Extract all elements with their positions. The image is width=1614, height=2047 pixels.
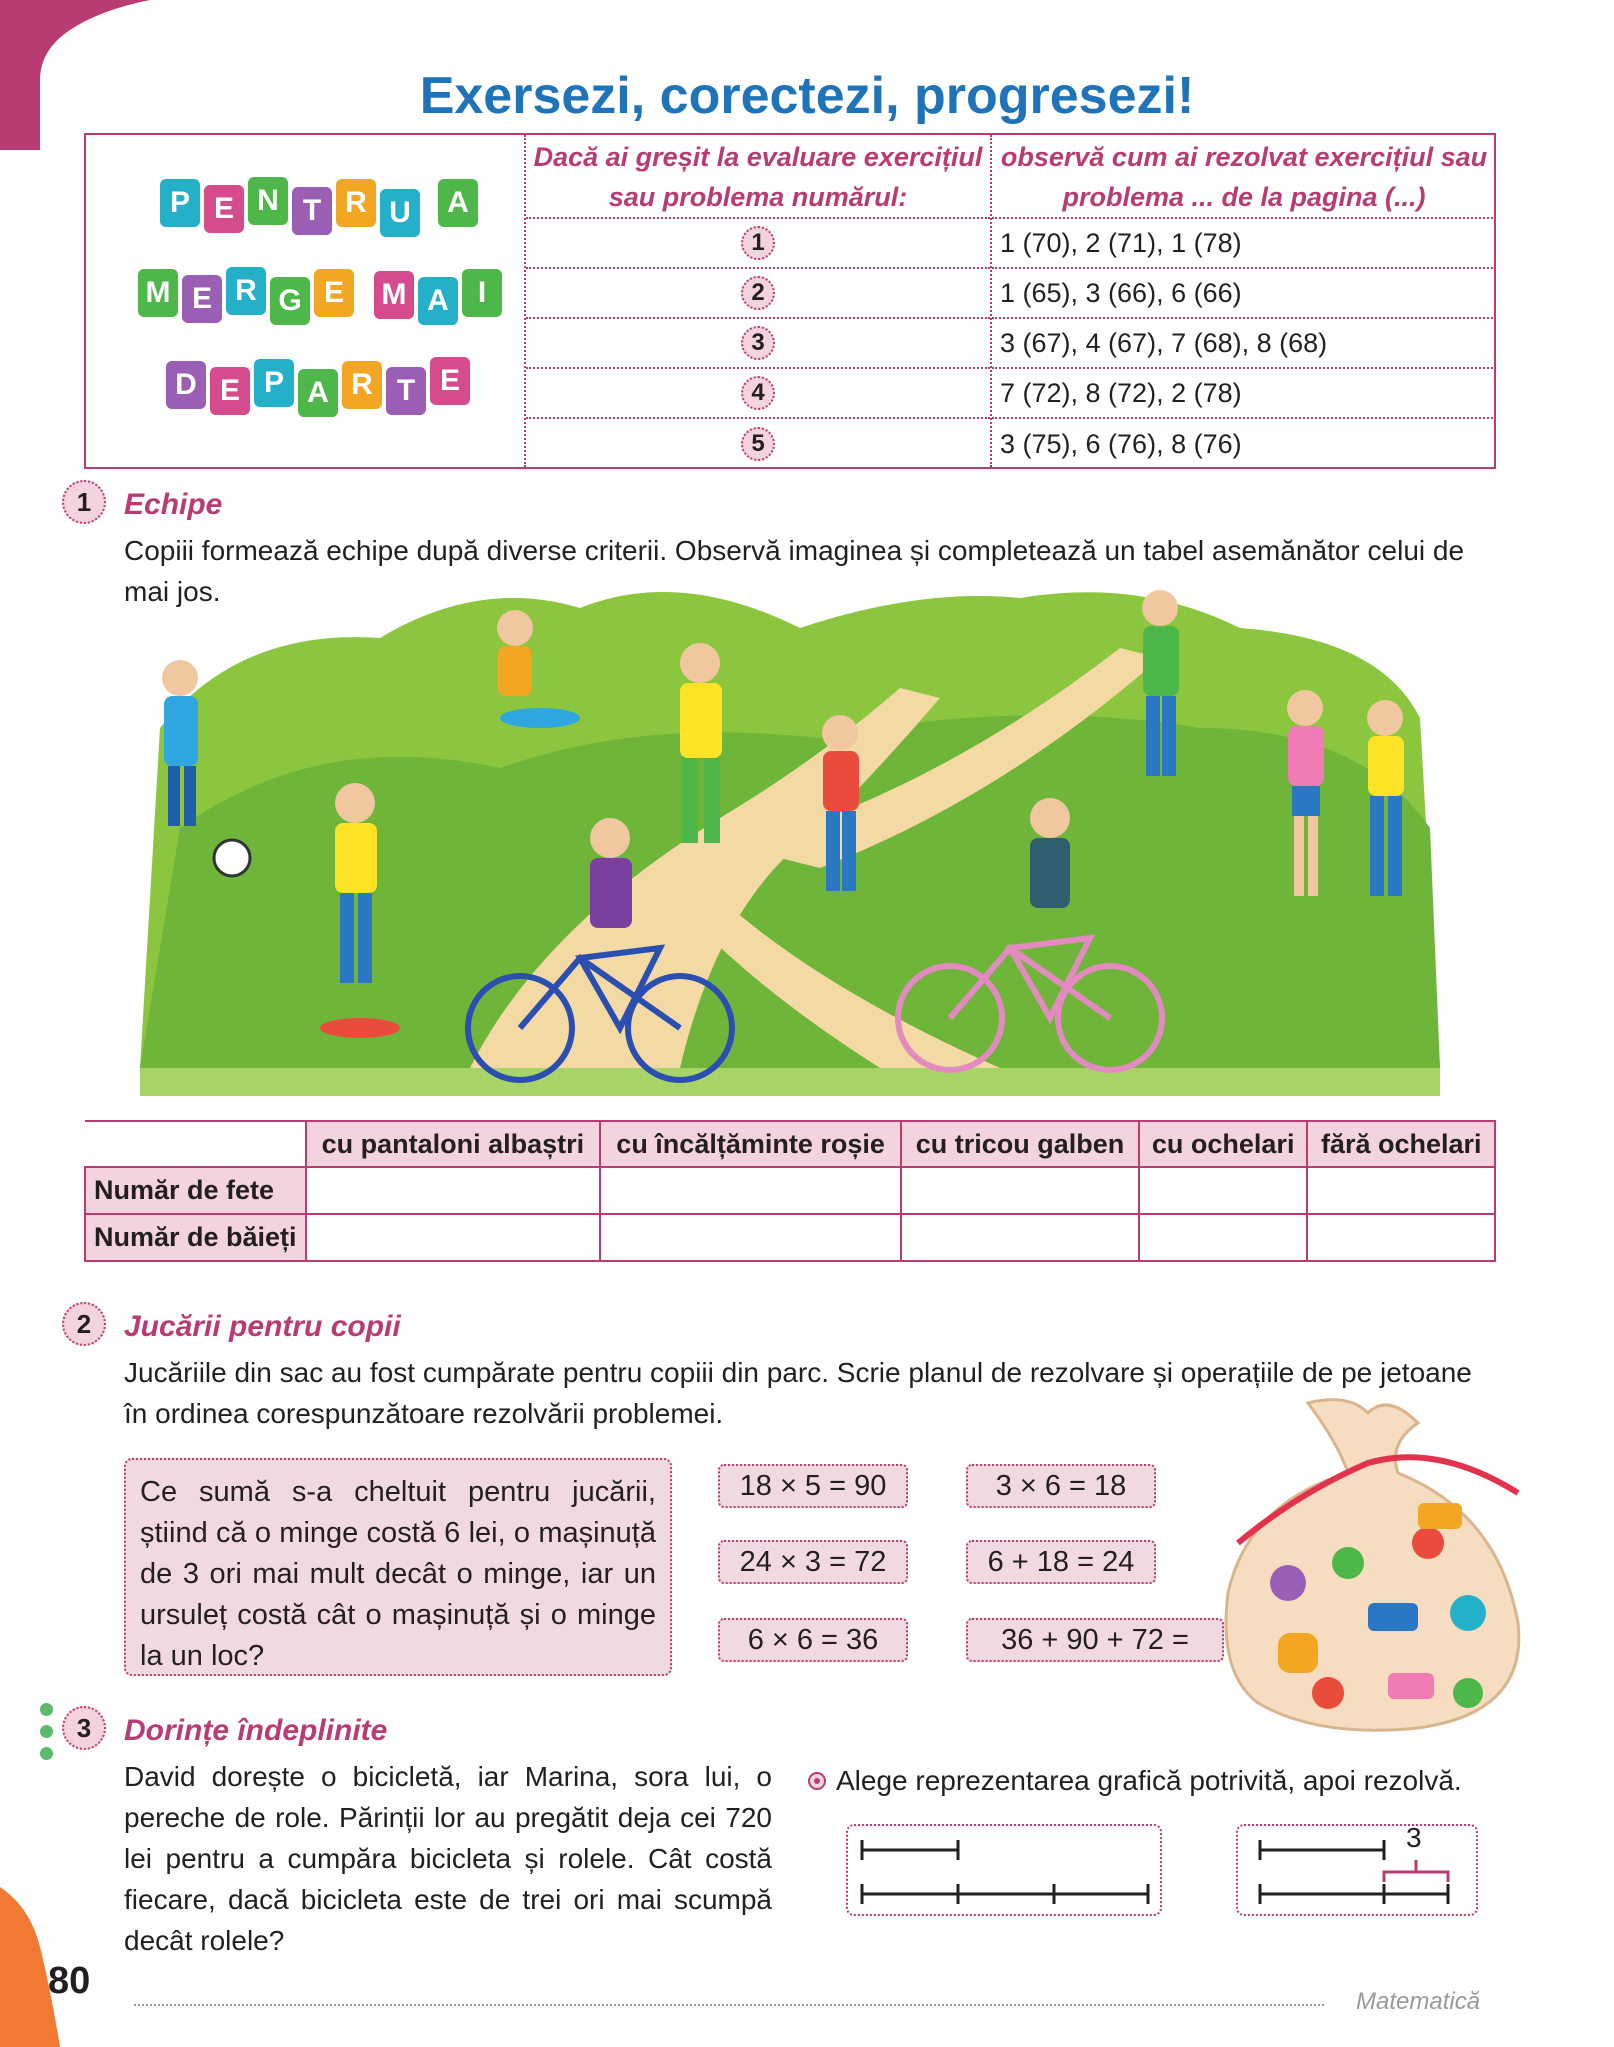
segment-diagram: [848, 1826, 1160, 1914]
exercise-2-title: Jucării pentru copii: [124, 1310, 401, 1343]
answer-cell[interactable]: [1307, 1167, 1495, 1214]
footer-divider: [134, 2004, 1324, 2006]
diagram-label: 3: [1406, 1822, 1422, 1853]
logo-tile: A: [418, 277, 458, 325]
logo-tile: E: [182, 275, 222, 323]
exercise-3-title: Dorințe îndeplinite: [124, 1714, 388, 1747]
logo-tile: P: [254, 359, 294, 407]
child-figure: [590, 818, 632, 928]
logo-tile: M: [374, 271, 414, 319]
segment-diagram: [1238, 1826, 1476, 1914]
row-header: Număr de băieți: [85, 1214, 306, 1261]
difficulty-dots: [40, 1703, 53, 1769]
answer-cell[interactable]: [600, 1167, 901, 1214]
page-title: Exersezi, corectezi, progresezi!: [419, 67, 1195, 125]
column-header: cu încălțăminte roșie: [600, 1121, 901, 1167]
answer-cell[interactable]: [306, 1214, 601, 1261]
teams-table: [84, 1120, 1496, 1262]
logo-tile: U: [380, 189, 420, 237]
diagram-option-b[interactable]: [1236, 1824, 1478, 1916]
page-references: 7 (72), 8 (72), 2 (78): [992, 369, 1496, 419]
bullet-icon: [808, 1772, 826, 1790]
logo-tile: I: [462, 269, 502, 317]
operation-chip[interactable]: 36 + 90 + 72 =: [966, 1618, 1224, 1662]
exercise-number: 1: [741, 226, 775, 260]
review-table: [84, 133, 1496, 469]
exercise-2-text: Jucăriile din sac au fost cumpărate pentru copiii din parc. Scrie planul de rezolvare și operațiile de pe jetoane în ordinea corespunzătoare rezolvării problemei.: [124, 1357, 1472, 1429]
logo-tile: E: [210, 367, 250, 415]
exercise-2-number: 2: [62, 1302, 106, 1346]
operation-chip[interactable]: 3 × 6 = 18: [966, 1464, 1156, 1508]
operation-chip[interactable]: 24 × 3 = 72: [718, 1540, 908, 1584]
column-header: fără ochelari: [1307, 1121, 1495, 1167]
page-references: 3 (75), 6 (76), 8 (76): [1000, 428, 1242, 459]
operation-chip[interactable]: 6 × 6 = 36: [718, 1618, 908, 1662]
logo-tile: M: [138, 269, 178, 317]
logo-tile: P: [160, 179, 200, 227]
answer-cell[interactable]: [901, 1214, 1139, 1261]
row-header: Număr de fete: [85, 1167, 306, 1214]
exercise-3-number: 3: [62, 1706, 106, 1750]
review-header-right: observă cum ai rezolvat exercițiul sau problema ... de la pagina (...): [992, 135, 1496, 219]
exercise-number: 2: [741, 276, 775, 310]
exercise-number: 5: [741, 427, 775, 461]
page-references: 3 (67), 4 (67), 7 (68), 8 (68): [992, 319, 1496, 369]
exercise-number: 3: [741, 326, 775, 360]
page-references: 1 (65), 3 (66), 6 (66): [992, 269, 1496, 319]
answer-cell[interactable]: [901, 1167, 1139, 1214]
page-references: 1 (70), 2 (71), 1 (78): [992, 219, 1496, 269]
answer-cell[interactable]: [1139, 1167, 1308, 1214]
exercise-1-title: Echipe: [124, 488, 223, 521]
logo-tile: R: [336, 179, 376, 227]
logo-pentru-a-merge-mai-departe: [86, 135, 526, 467]
answer-cell[interactable]: [306, 1167, 601, 1214]
problem-statement: Ce sumă s-a cheltuit pentru jucării, știind că o minge costă 6 lei, o mașinuță de 3 ori mai mult decât o minge, iar un ursuleț costă cât o mașinuță și o minge la un loc?: [124, 1458, 672, 1676]
logo-tile: A: [438, 179, 478, 227]
answer-cell[interactable]: [600, 1214, 901, 1261]
review-header-left: Dacă ai greșit la evaluare exercițiul sau problema numărul:: [526, 135, 990, 219]
operation-chip[interactable]: 6 + 18 = 24: [966, 1540, 1156, 1584]
logo-tile: D: [166, 361, 206, 409]
logo-tile: E: [430, 357, 470, 405]
toy-bag-illustration: [1218, 1393, 1528, 1733]
review-column-pages: [992, 135, 1496, 467]
child-figure: [1030, 798, 1070, 908]
exercise-number: 4: [741, 376, 775, 410]
logo-tile: E: [314, 269, 354, 317]
column-header: cu tricou galben: [901, 1121, 1139, 1167]
exercise-3-text: David dorește o bicicletă, iar Marina, sora lui, o pereche de role. Părinții lor au pregătit deja cei 720 lei pentru a cumpăra bicicleta și rolele. Cât costă fiecare, dacă bicicleta este de trei ori mai scumpă decât rolele?: [124, 1761, 772, 1956]
logo-tile: A: [298, 369, 338, 417]
logo-tile: T: [386, 367, 426, 415]
logo-tile: N: [248, 177, 288, 225]
logo-tile: E: [204, 185, 244, 233]
park-illustration: [120, 568, 1460, 1098]
column-header: cu ochelari: [1139, 1121, 1308, 1167]
exercise-3-instruction: Alege reprezentarea grafică potrivită, apoi rezolvă.: [836, 1765, 1462, 1796]
logo-tile: R: [342, 361, 382, 409]
page-number: 80: [48, 1960, 91, 2002]
diagram-option-a[interactable]: [846, 1824, 1162, 1916]
exercise-1-number: 1: [62, 480, 106, 524]
logo-tile: R: [226, 267, 266, 315]
review-column-exercise: [526, 135, 992, 467]
exercise-1-text: Copiii formează echipe după diverse criterii. Observă imaginea și completează un tabel asemănător celui de mai jos.: [124, 535, 1465, 607]
column-header: cu pantaloni albaștri: [306, 1121, 601, 1167]
answer-cell[interactable]: [1307, 1214, 1495, 1261]
operation-chip[interactable]: 18 × 5 = 90: [718, 1464, 908, 1508]
answer-cell[interactable]: [1139, 1214, 1308, 1261]
logo-tile: G: [270, 277, 310, 325]
logo-tile: T: [292, 187, 332, 235]
footer-subject: Matematică: [1356, 1988, 1481, 2015]
